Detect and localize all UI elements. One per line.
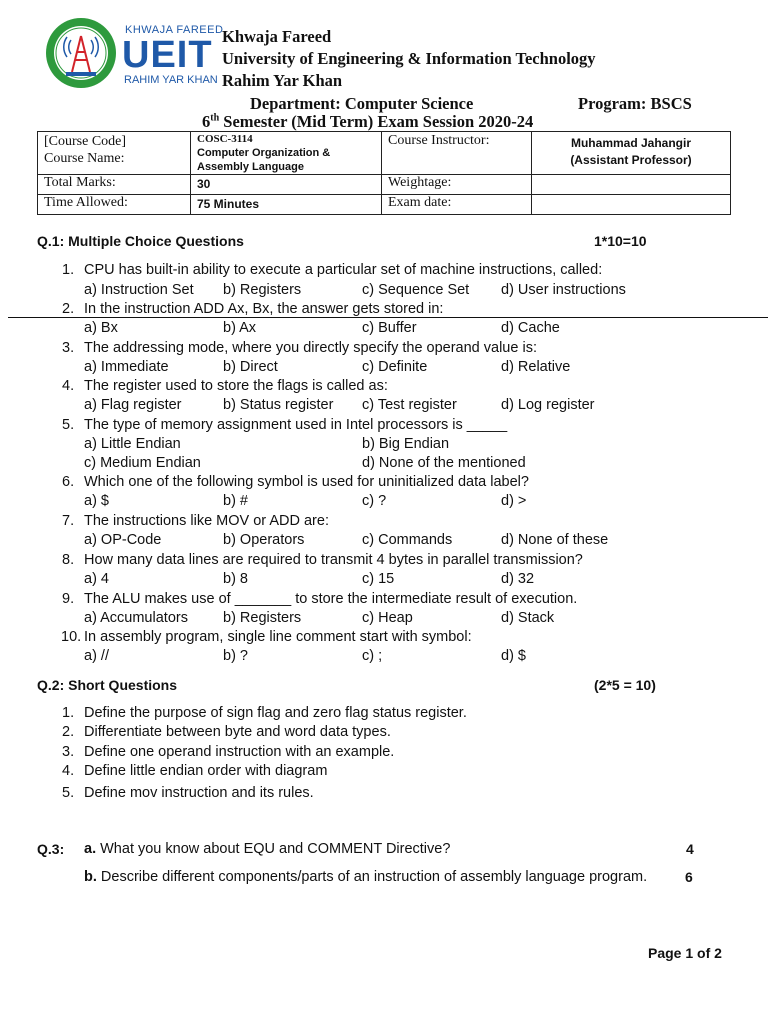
- mcq-option-d: d) $: [501, 648, 526, 664]
- mcq-option-b: b) Operators: [223, 532, 305, 548]
- mcq-option-c: c) ;: [362, 648, 383, 664]
- course-code-value: COSC-3114: [197, 133, 253, 145]
- short-question-text: Define little endian order with diagram: [84, 763, 328, 779]
- mcq-number: 4.: [62, 378, 75, 394]
- mcq-option-a: a) Flag register: [84, 397, 182, 413]
- mcq-option-d: d) Relative: [501, 359, 571, 375]
- logo-bottom-text: RAHIM YAR KHAN: [124, 74, 218, 86]
- total-marks-label: Total Marks:: [38, 175, 191, 195]
- q3-label: Q.3:: [37, 841, 65, 857]
- short-question-text: Define the purpose of sign flag and zero flag status register.: [84, 705, 467, 721]
- mcq-option-b: b) Direct: [223, 359, 278, 375]
- mcq-option-c: c) Buffer: [362, 320, 417, 336]
- mcq-option-c: c) Sequence Set: [362, 282, 470, 298]
- mcq-option-b: b) Ax: [223, 320, 257, 336]
- logo-main-text: UEIT: [122, 34, 213, 76]
- q1-marks: 1*10=10: [594, 233, 647, 249]
- mcq-option-c: c) Definite: [362, 359, 428, 375]
- mcq-option-a: a) $: [84, 493, 109, 509]
- q3-part-a: a. What you know about EQU and COMMENT Directive?: [84, 841, 451, 857]
- weightage-label: Weightage:: [382, 175, 532, 195]
- mcq-question-text: In the instruction ADD Ax, Bx, the answer gets stored in:: [84, 301, 444, 317]
- mcq-number: 7.: [62, 513, 75, 529]
- mcq-option-b: b) ?: [223, 648, 248, 664]
- course-name-value: Computer Organization & Assembly Language: [197, 147, 331, 173]
- mcq-option-b: b) #: [223, 493, 248, 509]
- mcq-number: 3.: [62, 340, 75, 356]
- header-line-3: Rahim Yar Khan: [222, 71, 343, 90]
- short-question-text: Define mov instruction and its rules.: [84, 785, 314, 801]
- mcq-number: 5.: [62, 417, 75, 433]
- mcq-option-d: d) None of the mentioned: [362, 455, 526, 471]
- q3-part-a-marks: 4: [686, 841, 694, 857]
- mcq-number: 2.: [62, 301, 75, 317]
- mcq-question-text: The register used to store the flags is called as:: [84, 378, 388, 394]
- mcq-option-c: c) Commands: [362, 532, 453, 548]
- short-question-number: 3.: [62, 744, 75, 760]
- mcq-number: 6.: [62, 474, 75, 490]
- mcq-number: 8.: [62, 552, 75, 568]
- short-question-number: 2.: [62, 724, 75, 740]
- logo-top-text: KHWAJA FAREED: [125, 24, 224, 36]
- exam-date-value: [532, 195, 731, 215]
- mcq-option-a: a) 4: [84, 571, 109, 587]
- mcq-option-d: d) 32: [501, 571, 535, 587]
- mcq-question-text: Which one of the following symbol is used for uninitialized data label?: [84, 474, 529, 490]
- mcq-question-text: In assembly program, single line comment start with symbol:: [84, 629, 472, 645]
- mcq-option-b: b) Registers: [223, 282, 302, 298]
- mcq-option-d: d) Log register: [501, 397, 595, 413]
- time-allowed-label: Time Allowed:: [38, 195, 191, 215]
- mcq-question-text: The addressing mode, where you directly specify the operand value is:: [84, 340, 537, 356]
- mcq-option-c: c) Test register: [362, 397, 457, 413]
- instructor-name: Muhammad Jahangir: [570, 136, 692, 150]
- q2-title: Q.2: Short Questions: [37, 677, 178, 693]
- mcq-question-text: The ALU makes use of _______ to store the intermediate result of execution.: [84, 591, 578, 607]
- short-question-number: 1.: [62, 705, 75, 721]
- mcq-option-a: a) Little Endian: [84, 436, 181, 452]
- mcq-option-a: a) Instruction Set: [84, 282, 194, 298]
- page-number: Page 1 of 2: [648, 945, 722, 961]
- mcq-option-d: d) Stack: [501, 610, 555, 626]
- short-question-text: Define one operand instruction with an example.: [84, 744, 395, 760]
- header-line-2: University of Engineering & Information Technology: [222, 49, 596, 68]
- instructor-title: (Assistant Professor): [570, 153, 692, 167]
- short-question-number: 5.: [62, 785, 75, 801]
- mcq-option-d: d) User instructions: [501, 282, 626, 298]
- department-title: Department: Computer Science: [250, 94, 474, 113]
- mcq-option-b: b) 8: [223, 571, 248, 587]
- mcq-option-c: c) ?: [362, 493, 387, 509]
- time-allowed-value: 75 Minutes: [191, 195, 382, 215]
- mcq-number: 1.: [62, 262, 75, 278]
- mcq-option-a: a) Bx: [84, 320, 118, 336]
- university-seal-logo: [44, 16, 118, 90]
- short-question-number: 4.: [62, 763, 75, 779]
- page-rule: [8, 317, 768, 318]
- mcq-number: 9.: [62, 591, 75, 607]
- mcq-question-text: The instructions like MOV or ADD are:: [84, 513, 329, 529]
- course-labels-cell: [38, 132, 191, 175]
- weightage-value: [532, 175, 731, 195]
- mcq-question-text: The type of memory assignment used in Intel processors is _____: [84, 417, 508, 433]
- total-marks-value: 30: [191, 175, 382, 195]
- mcq-option-b: b) Registers: [223, 610, 302, 626]
- course-values-cell: [191, 132, 382, 175]
- mcq-option-d: d) None of these: [501, 532, 609, 548]
- instructor-label: Course Instructor:: [382, 132, 532, 175]
- course-name-label: Course Name:: [44, 151, 125, 166]
- q3-part-b: b. Describe different components/parts of an instruction of assembly language program.: [84, 869, 648, 885]
- semester-title: 6th Semester (Mid Term) Exam Session 2020-24: [202, 112, 534, 131]
- mcq-option-c: c) Medium Endian: [84, 455, 201, 471]
- short-question-text: Differentiate between byte and word data types.: [84, 724, 391, 740]
- mcq-option-a: a) Accumulators: [84, 610, 188, 626]
- mcq-option-c: c) Heap: [362, 610, 413, 626]
- mcq-option-b: b) Big Endian: [362, 436, 450, 452]
- mcq-option-d: d) Cache: [501, 320, 560, 336]
- q1-title: Q.1: Multiple Choice Questions: [37, 233, 244, 249]
- q2-marks: (2*5 = 10): [594, 677, 656, 693]
- exam-date-label: Exam date:: [382, 195, 532, 215]
- mcq-number: 10.: [61, 629, 82, 645]
- mcq-option-d: d) >: [501, 493, 527, 509]
- header-line-1: Khwaja Fareed: [222, 27, 332, 46]
- mcq-option-a: a) OP-Code: [84, 532, 162, 548]
- mcq-question-text: How many data lines are required to transmit 4 bytes in parallel transmission?: [84, 552, 583, 568]
- mcq-option-b: b) Status register: [223, 397, 334, 413]
- instructor-cell: [532, 132, 731, 175]
- mcq-question-text: CPU has built-in ability to execute a particular set of machine instructions, called:: [84, 262, 603, 278]
- mcq-option-a: a) //: [84, 648, 109, 664]
- mcq-option-a: a) Immediate: [84, 359, 169, 375]
- mcq-option-c: c) 15: [362, 571, 395, 587]
- q3-part-b-marks: 6: [685, 869, 693, 885]
- course-info-table: [37, 131, 731, 215]
- course-code-label: [Course Code]: [44, 134, 127, 149]
- program-title: Program: BSCS: [578, 94, 692, 113]
